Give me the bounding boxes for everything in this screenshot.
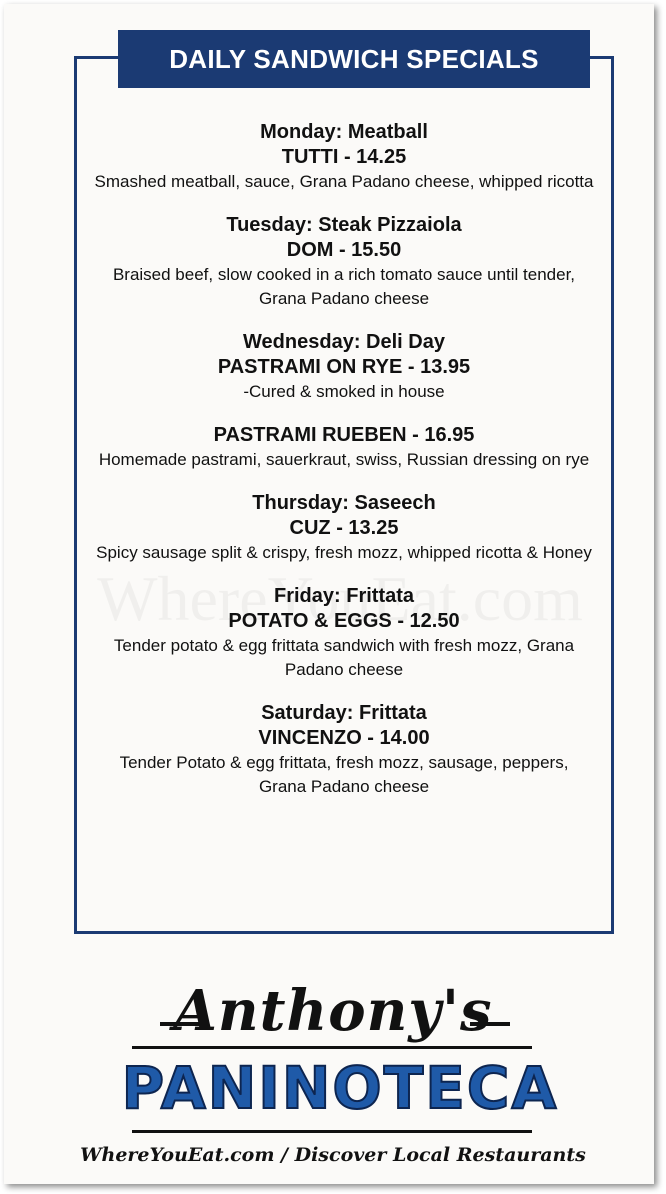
footer-credit: WhereYouEat.com / Discover Local Restaurants	[80, 1144, 586, 1166]
special-name-price: PASTRAMI RUEBEN - 16.95	[213, 424, 475, 446]
special-description: Tender potato & egg frittata sandwich with fresh mozz, Grana Padano cheese	[113, 636, 575, 679]
special-wednesday-extra	[84, 423, 604, 472]
special-name-price: DOM - 15.50	[286, 239, 402, 261]
special-day: Wednesday: Deli Day	[243, 331, 445, 353]
special-name-price: VINCENZO - 14.00	[258, 727, 430, 749]
page-title: DAILY SANDWICH SPECIALS	[118, 30, 590, 88]
special-name-price: CUZ - 13.25	[289, 517, 399, 539]
special-thursday	[84, 491, 604, 565]
logo-block-text: PANINOTECA	[121, 1054, 559, 1122]
special-saturday	[84, 701, 604, 799]
special-wednesday	[84, 330, 604, 404]
special-day: Saturday: Frittata	[261, 702, 427, 724]
special-monday	[84, 120, 604, 194]
logo-rule-top	[132, 1046, 532, 1049]
specials-list	[84, 120, 604, 818]
special-tuesday	[84, 213, 604, 311]
special-day: Thursday: Saseech	[252, 492, 436, 514]
logo-script-text: Anthony's	[173, 978, 493, 1044]
special-day: Monday: Meatball	[260, 121, 428, 143]
special-name-price: POTATO & EGGS - 12.50	[228, 610, 460, 632]
special-description: Smashed meatball, sauce, Grana Padano cheese, whipped ricotta	[94, 172, 594, 191]
logo-rule-bottom	[132, 1130, 532, 1133]
special-friday	[84, 584, 604, 682]
special-day: Tuesday: Steak Pizzaiola	[226, 214, 462, 236]
restaurant-logo	[0, 970, 666, 1140]
special-description: Tender Potato & egg frittata, fresh mozz, sausage, peppers, Grana Padano cheese	[119, 753, 569, 796]
special-day: Friday: Frittata	[273, 585, 415, 607]
special-description: -Cured & smoked in house	[243, 382, 445, 401]
special-description: Spicy sausage split & crispy, fresh mozz, whipped ricotta & Honey	[96, 543, 592, 562]
special-description: Braised beef, slow cooked in a rich tomato sauce until tender, Grana Padano cheese	[112, 265, 576, 308]
special-name-price: TUTTI - 14.25	[281, 146, 407, 168]
special-description: Homemade pastrami, sauerkraut, swiss, Russian dressing on rye	[98, 450, 590, 469]
special-name-price: PASTRAMI ON RYE - 13.95	[217, 356, 471, 378]
